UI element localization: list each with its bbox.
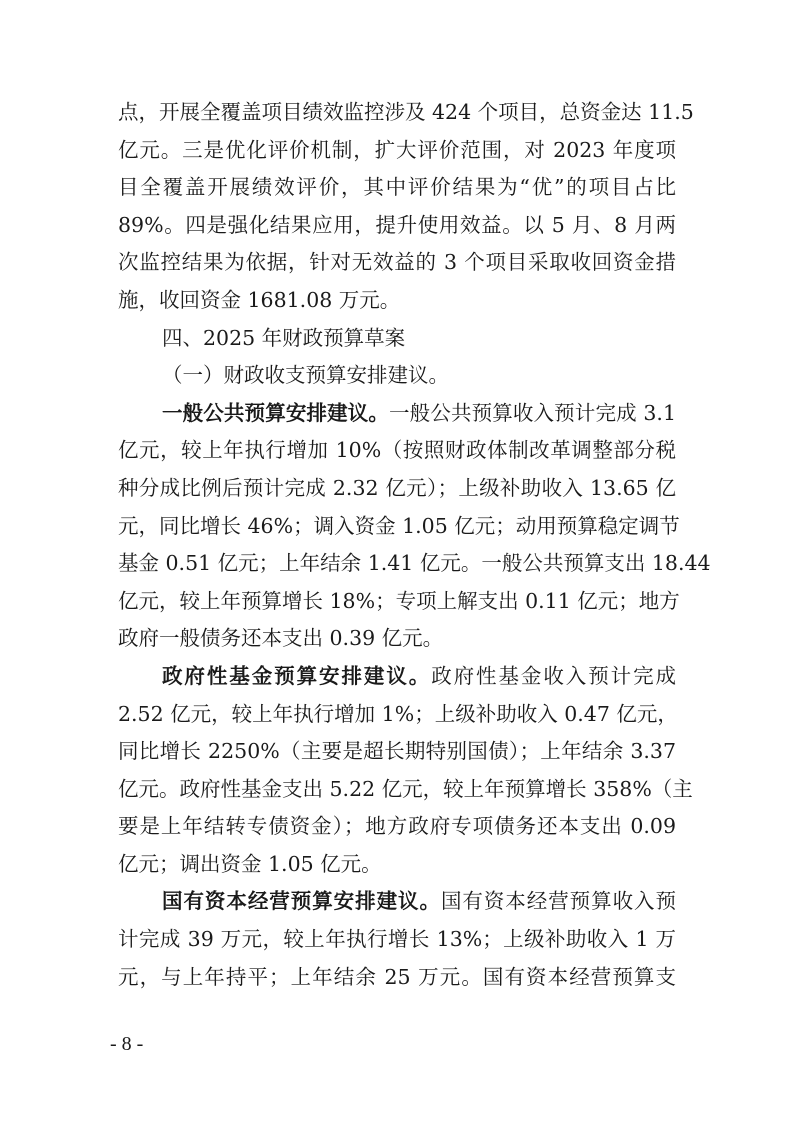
paragraph-lead-bold: 政府性基金预算安排建议。 <box>162 663 432 688</box>
text-line: 要是上年结转专债资金）；地方政府专项债务还本支出 0.09 <box>118 814 676 839</box>
text-line: 基金 0.51 亿元；上年结余 1.41 亿元。一般公共预算支出 18.44 <box>118 551 711 576</box>
text-span: 国有资本经营预算收入预 <box>440 889 677 914</box>
text-line: 次监控结果为依据，针对无效益的 3 个项目采取收回资金措 <box>118 250 676 275</box>
text-line: 亿元；调出资金 1.05 亿元。 <box>118 851 382 876</box>
paragraph-state-capital-budget <box>118 883 676 996</box>
text-line <box>118 658 676 696</box>
page-number: - 8 - <box>110 1033 144 1055</box>
text-line: 亿元，较上年执行增加 10%（按照财政体制改革调整部分税 <box>118 438 676 463</box>
text-line: 施，收回资金 1681.08 万元。 <box>118 287 401 312</box>
text-line: 种分成比例后预计完成 2.32 亿元）；上级补助收入 13.65 亿 <box>118 475 676 500</box>
subsection-heading-1: （一）财政收支预算安排建议。 <box>162 363 449 388</box>
text-line: 点，开展全覆盖项目绩效监控涉及 424 个项目，总资金达 11.5 <box>118 100 694 124</box>
text-line: 计完成 39 万元，较上年执行增长 13%；上级补助收入 1 万 <box>118 927 676 952</box>
text-line: 亿元。政府性基金支出 5.22 亿元，较上年预算增长 358%（主 <box>118 776 693 801</box>
text-line: 元，与上年持平；上年结余 25 万元。国有资本经营预算支 <box>118 964 676 989</box>
text-line: 亿元。三是优化评价机制，扩大评价范围，对 2023 年度项 <box>118 137 676 162</box>
text-span: 政府性基金收入预计完成 <box>431 663 677 688</box>
text-line: 政府一般债务还本支出 0.39 亿元。 <box>118 626 444 651</box>
paragraph-lead-bold: 一般公共预算安排建议。 <box>162 400 390 425</box>
document-page <box>118 94 711 996</box>
text-line: 89%。四是强化结果应用，提升使用效益。以 5 月、8 月两 <box>118 212 676 237</box>
text-line: 同比增长 2250%（主要是超长期特别国债）；上年结余 3.37 <box>118 739 676 764</box>
text-line: 目全覆盖开展绩效评价，其中评价结果为“优”的项目占比 <box>118 175 676 200</box>
section-heading-4: 四、2025 年财政预算草案 <box>162 325 406 350</box>
paragraph-government-fund-budget <box>118 658 693 884</box>
text-span: 一般公共预算收入预计完成 3.1 <box>389 400 676 425</box>
paragraph-lead-bold: 国有资本经营预算安排建议。 <box>162 889 441 914</box>
text-line <box>118 395 676 433</box>
text-line <box>118 883 676 921</box>
paragraph-performance-monitoring <box>118 94 694 320</box>
text-line: 2.52 亿元，较上年执行增加 1%；上级补助收入 0.47 亿元， <box>118 701 678 726</box>
paragraph-general-public-budget <box>118 395 711 658</box>
text-line: 元，同比增长 46%；调入资金 1.05 亿元；动用预算稳定调节 <box>118 513 680 538</box>
text-line: 亿元，较上年预算增长 18%；专项上解支出 0.11 亿元；地方 <box>118 588 680 613</box>
